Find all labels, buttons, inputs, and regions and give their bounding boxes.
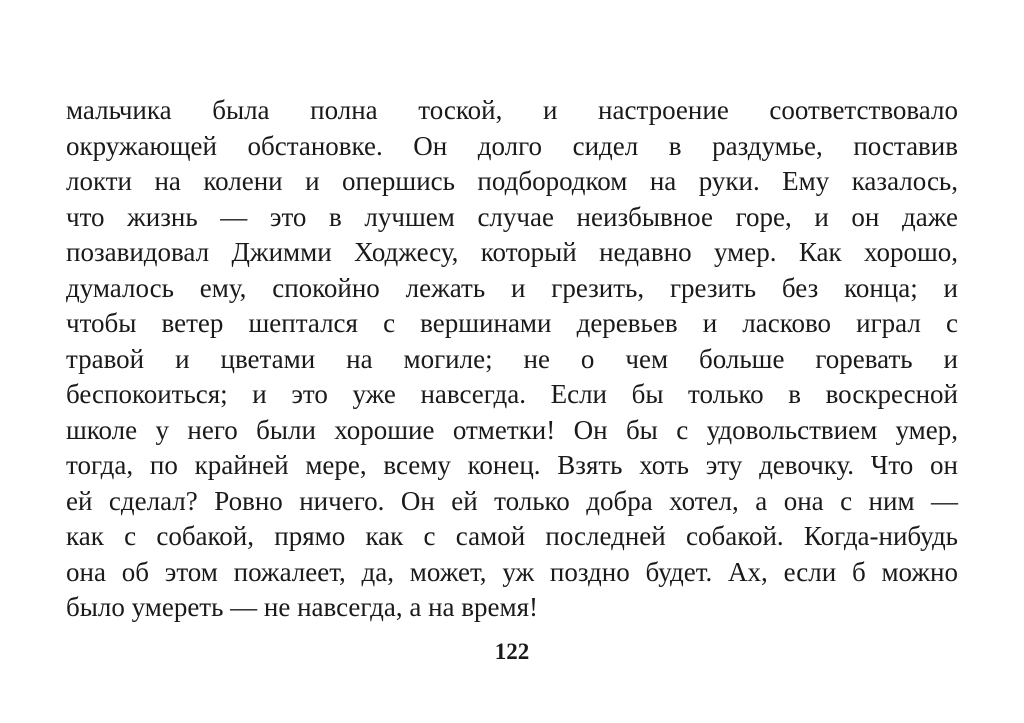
text-line-1: мальчика была полна тоской, и настроение соответствовало xyxy=(66,95,958,125)
body-text xyxy=(66,93,958,626)
text-line-9: беспокоиться; и это уже навсегда. Если бы только в воскресной xyxy=(66,379,958,409)
page-number: 122 xyxy=(494,639,530,664)
text-line-10: школе у него были хорошие отметки! Он бы с удовольствием умер, xyxy=(66,414,958,445)
text-line-6: думалось ему, спокойно лежать и грезить, грезить без конца; и xyxy=(66,272,958,303)
text-line-4: что жизнь — это в лучшем случае неизбывное горе, и он даже xyxy=(66,201,958,232)
text-line-5: позавидовал Джимми Ходжесу, который недавно умер. Как хорошо, xyxy=(66,237,958,267)
text-line-7: чтобы ветер шептался с вершинами деревьев и ласково играл с xyxy=(66,308,958,338)
text-line-3: локти на колени и опершись подбородком на руки. Ему казалось, xyxy=(66,166,958,196)
text-line-12: ей сделал? Ровно ничего. Он ей только добра хотел, а она с ним — xyxy=(66,485,958,516)
text-line-8: травой и цветами на могиле; не о чем больше горевать и xyxy=(66,343,958,374)
text-line-2: окружающей обстановке. Он долго сидел в раздумье, поставив xyxy=(66,130,958,161)
text-line-14: она об этом пожалеет, да, может, уж поздно будет. Ах, если б можно xyxy=(66,556,958,587)
text-line-13: как с собакой, прямо как с самой последней собакой. Когда-нибудь xyxy=(66,521,958,551)
text-line-15: было умереть — не навсегда, а на время! xyxy=(66,592,539,622)
text-line-11: тогда, по крайней мере, всему конец. Взять хоть эту девочку. Что он xyxy=(66,450,958,480)
